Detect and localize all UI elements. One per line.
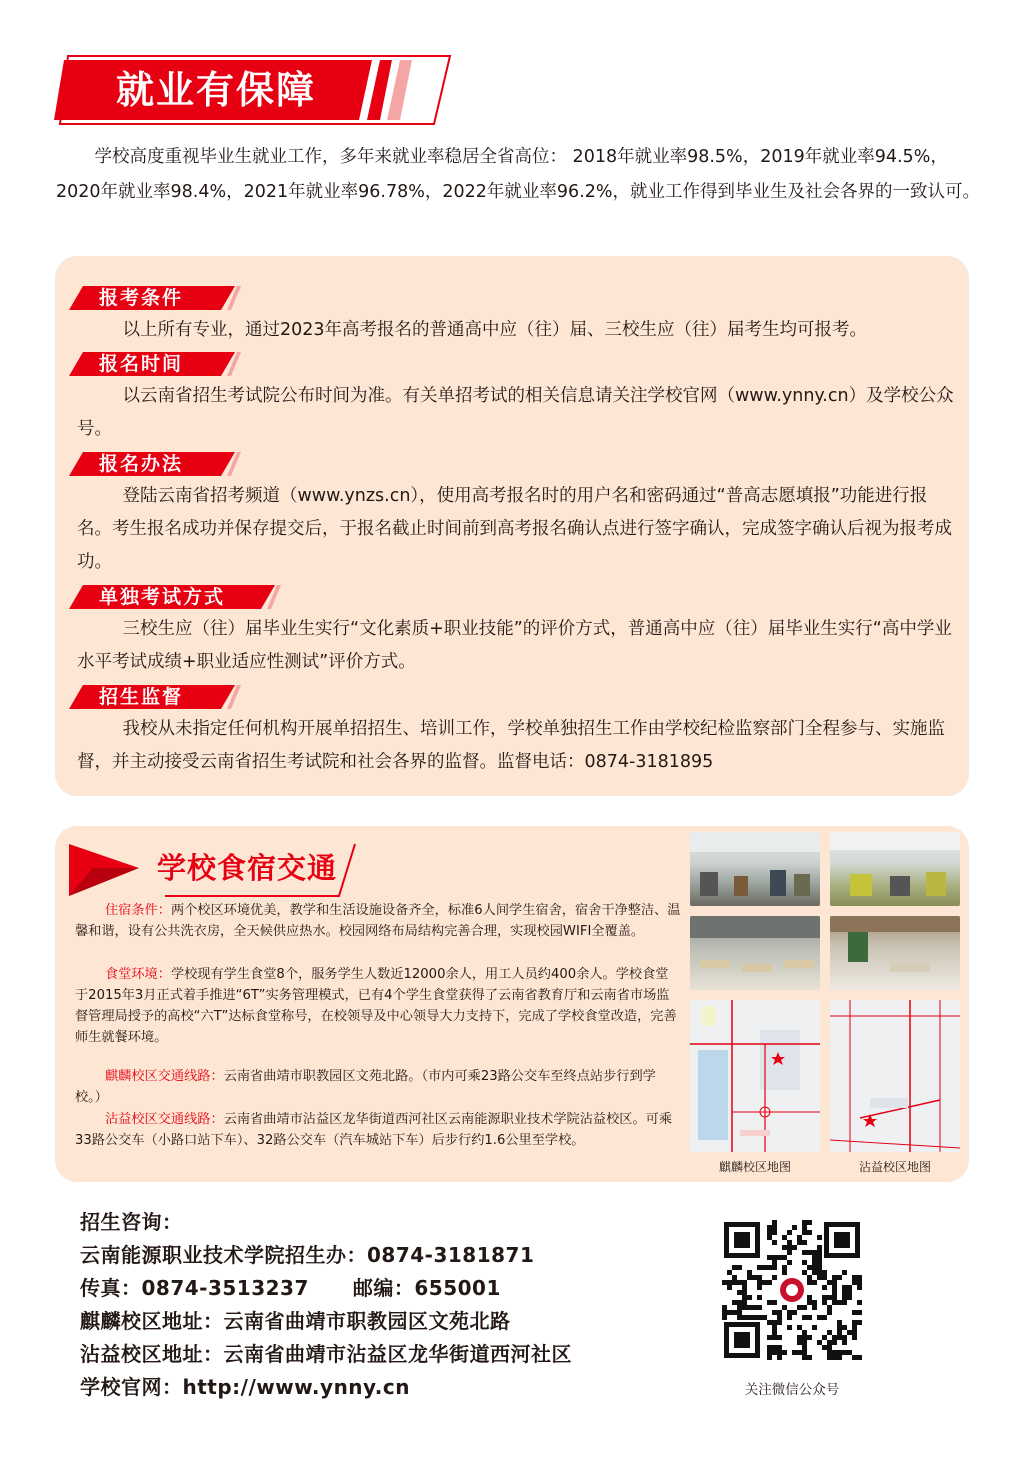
qr-module: [842, 1335, 847, 1340]
qr-module: [817, 1250, 822, 1255]
qr-module: [782, 1255, 787, 1260]
qr-module: [772, 1335, 777, 1340]
qr-module: [772, 1300, 777, 1305]
qr-module: [827, 1330, 832, 1335]
qr-module: [812, 1260, 817, 1265]
qr-module: [797, 1340, 802, 1345]
qr-module: [832, 1335, 837, 1340]
qr-module: [757, 1295, 762, 1300]
qr-module: [822, 1270, 827, 1275]
qilin-map-caption: 麒麟校区地图: [718, 1160, 791, 1174]
qr-module: [802, 1240, 807, 1245]
qr-module: [757, 1265, 762, 1270]
qr-module: [737, 1315, 742, 1320]
qr-module: [792, 1350, 797, 1355]
qr-module: [827, 1280, 832, 1285]
qr-module: [802, 1345, 807, 1350]
qr-module: [817, 1265, 822, 1270]
qr-module: [737, 1300, 742, 1305]
qr-module: [847, 1350, 852, 1355]
qr-module: [802, 1315, 807, 1320]
qr-module: [817, 1255, 822, 1260]
qr-module: [767, 1335, 772, 1340]
qr-module: [837, 1325, 842, 1330]
qr-module: [817, 1270, 822, 1275]
canteen-photo-3: [690, 916, 820, 990]
transport-heading: [69, 838, 389, 902]
qr-module: [802, 1305, 807, 1310]
canteen-paragraph: 食堂环境：学校现有学生食堂8个，服务学生人数近12000余人，用工人员约400余人。学校食堂于2015年3月正式着手推进“6T”实务管理模式，已有4个学生食堂获得了云南省教育厅和云南省市场监督管理局授予的高校“六T”达标食堂称号，在校领导及中心领导大力支持下，完成了学校食堂改造，完善师生就餐环境。: [75, 967, 677, 1045]
qr-module: [827, 1305, 832, 1310]
contact-zhanyi-address: 沾益校区地址：云南省曲靖市沾益区龙华街道西河社区: [80, 1342, 572, 1366]
qr-module: [847, 1295, 852, 1300]
qr-module: [772, 1325, 777, 1330]
qr-module: [742, 1285, 747, 1290]
title-banner: [54, 52, 458, 128]
qr-module: [747, 1305, 752, 1310]
qr-module: [842, 1290, 847, 1295]
contact-heading: 招生咨询：: [80, 1210, 183, 1234]
qr-module: [757, 1275, 762, 1280]
contact-fax-zip: [80, 1272, 501, 1301]
qr-module: [737, 1265, 742, 1270]
qr-module: [797, 1235, 802, 1240]
qr-module: [727, 1310, 732, 1315]
section-body-time: 以云南省招生考试院公布时间为准。有关单招考试的相关信息请关注学校官网（www.ynny.cn）及学校公众号。: [77, 386, 954, 439]
contact-office: 云南能源职业技术学院招生办：0874-3181871: [80, 1243, 535, 1267]
qr-module: [752, 1305, 757, 1310]
qr-module: [742, 1315, 747, 1320]
canteen-photo-1: [690, 832, 820, 906]
section-body-method: 登陆云南省招考频道（www.ynzs.cn），使用高考报名时的用户名和密码通过“普高志愿填报”功能进行报名。考生报名成功并保存提交后，于报名截止时间前到高考报名确认点进行签字确认，完成签字确认后视为报考成功。: [77, 486, 952, 572]
qr-module: [767, 1280, 772, 1285]
qr-code-icon: [716, 1214, 868, 1366]
qr-module: [842, 1300, 847, 1305]
qr-module: [732, 1275, 737, 1280]
qr-module: [772, 1330, 777, 1335]
qr-module: [812, 1300, 817, 1305]
qr-module: [822, 1295, 827, 1300]
qr-module: [802, 1355, 807, 1360]
qr-module: [817, 1245, 822, 1250]
qr-module: [777, 1345, 782, 1350]
page-title: 就业有保障: [115, 68, 316, 112]
qr-module: [842, 1340, 847, 1345]
qr-module: [732, 1300, 737, 1305]
qr-module: [792, 1225, 797, 1230]
wechat-qr-code: [716, 1214, 868, 1366]
qr-module: [807, 1275, 812, 1280]
qr-module: [752, 1275, 757, 1280]
qr-module: [817, 1340, 822, 1345]
qr-module: [852, 1335, 857, 1340]
contact-website: 学校官网：http://www.ynny.cn: [80, 1375, 410, 1399]
qr-module: [842, 1325, 847, 1330]
section-body-supervision: 我校从未指定任何机构开展单招招生、培训工作，学校单独招生工作由学校纪检监察部门全程参与、实施监督，并主动接受云南省招生考试院和社会各界的监督。监督电话：0874-3181895: [77, 719, 945, 772]
qr-module: [782, 1305, 787, 1310]
qr-module: [812, 1280, 817, 1285]
qr-module: [722, 1315, 727, 1320]
qr-module: [817, 1260, 822, 1265]
qr-module: [852, 1275, 857, 1280]
qr-module: [772, 1350, 777, 1355]
transport-title: 学校食宿交通: [157, 851, 338, 885]
qr-module: [857, 1320, 862, 1325]
qr-module: [722, 1310, 727, 1315]
qr-module: [812, 1305, 817, 1310]
qr-module: [762, 1315, 767, 1320]
qr-module: [767, 1255, 772, 1260]
qr-module: [802, 1270, 807, 1275]
qr-module: [722, 1305, 727, 1310]
qr-module: [832, 1355, 837, 1360]
qr-module: [767, 1355, 772, 1360]
qr-module: [757, 1305, 762, 1310]
qr-module: [822, 1275, 827, 1280]
qr-module: [772, 1240, 777, 1245]
qr-module: [752, 1315, 757, 1320]
qr-module: [802, 1340, 807, 1345]
qr-module: [807, 1250, 812, 1255]
contact-qilin-address: 麒麟校区地址：云南省曲靖市职教园区文苑北路: [80, 1309, 511, 1333]
qr-module: [732, 1310, 737, 1315]
qr-module: [852, 1280, 857, 1285]
qilin-route-paragraph: 麒麟校区交通线路：云南省曲靖市职教园区文苑北路。（市内可乘23路公交车至终点站步行到学校。）: [75, 1069, 656, 1105]
qr-module: [782, 1235, 787, 1240]
qr-module: [832, 1300, 837, 1305]
section-heading-exam: 单独考试方式: [69, 583, 294, 611]
qr-module: [762, 1280, 767, 1285]
qr-module: [827, 1355, 832, 1360]
qr-module: [807, 1265, 812, 1270]
qr-module: [802, 1230, 807, 1235]
qr-module: [797, 1335, 802, 1340]
qr-module: [852, 1325, 857, 1330]
qr-module: [857, 1310, 862, 1315]
qr-module: [757, 1315, 762, 1320]
qr-module: [767, 1225, 772, 1230]
qr-module: [802, 1260, 807, 1265]
qr-module: [827, 1310, 832, 1315]
qr-module: [802, 1225, 807, 1230]
qr-module: [847, 1290, 852, 1295]
qr-module: [857, 1280, 862, 1285]
qr-module: [772, 1275, 777, 1280]
qr-module: [757, 1285, 762, 1290]
qr-module: [772, 1310, 777, 1315]
qr-module: [732, 1280, 737, 1285]
qr-module: [832, 1280, 837, 1285]
canteen-photo-2: [830, 832, 960, 906]
qr-module: [777, 1320, 782, 1325]
qr-module: [787, 1230, 792, 1235]
qr-module: [827, 1340, 832, 1345]
qr-module: [747, 1270, 752, 1275]
qr-module: [797, 1325, 802, 1330]
qr-module: [742, 1290, 747, 1295]
section-heading-supervision: 招生监督: [69, 683, 249, 711]
qr-module: [852, 1310, 857, 1315]
qr-module: [777, 1350, 782, 1355]
qr-module: [857, 1355, 862, 1360]
qr-module: [767, 1320, 772, 1325]
qr-module: [792, 1245, 797, 1250]
qr-module: [737, 1305, 742, 1310]
qr-module: [782, 1350, 787, 1355]
zhanyi-route-paragraph: 沾益校区交通线路：云南省曲靖市沾益区龙华街道西河社区云南能源职业技术学院沾益校区。可乘33路公交车（小路口站下车）、32路公交车（汽车城站下车）后步行约1.6公里至学校。: [75, 1112, 673, 1148]
housing-paragraph: 住宿条件：两个校区环境优美，教学和生活设施设备齐全，标准6人间学生宿舍，宿舍干净整洁、温馨和谐，设有公共洗衣房，全天候供应热水。校园网络布局结构完善合理，实现校园WIFI全覆盖。: [75, 903, 681, 939]
qr-module: [807, 1280, 812, 1285]
transport-panel: [55, 826, 969, 1182]
qr-module: [837, 1335, 842, 1340]
admission-panel: [55, 256, 969, 796]
qr-module: [857, 1300, 862, 1305]
qr-module: [782, 1265, 787, 1270]
qr-module: [722, 1280, 727, 1285]
qr-module: [727, 1280, 732, 1285]
qr-module: [787, 1245, 792, 1250]
qr-module: [832, 1340, 837, 1345]
qr-module: [857, 1285, 862, 1290]
qr-module: [832, 1285, 837, 1290]
qr-module: [772, 1345, 777, 1350]
qr-module: [812, 1255, 817, 1260]
qr-module: [807, 1295, 812, 1300]
qr-module: [787, 1315, 792, 1320]
qr-module: [742, 1305, 747, 1310]
qr-module: [742, 1280, 747, 1285]
section-body-exam: 三校生应（往）届毕业生实行“文化素质+职业技能”的评价方式，普通高中应（往）届毕业生实行“高中学业水平考试成绩+职业适应性测试”评价方式。: [77, 619, 952, 672]
qr-module: [782, 1270, 787, 1275]
employment-intro: 学校高度重视毕业生就业工作，多年来就业率稳居全省高位： 2018年就业率98.5%，2019年就业率94.5%，2020年就业率98.4%，2021年就业率96.78%，2022年就业率96.2%，就业工作得到毕业生及社会各界的一致认可。: [56, 147, 981, 202]
qr-module: [852, 1355, 857, 1360]
qr-module: [742, 1300, 747, 1305]
qr-module: [732, 1265, 737, 1270]
qr-module: [847, 1285, 852, 1290]
qr-module: [842, 1285, 847, 1290]
qr-module: [767, 1300, 772, 1305]
qr-module: [787, 1240, 792, 1245]
qr-module: [767, 1230, 772, 1235]
qr-module: [832, 1275, 837, 1280]
qr-module: [827, 1350, 832, 1355]
qr-module: [807, 1315, 812, 1320]
qr-module: [812, 1250, 817, 1255]
qr-module: [737, 1310, 742, 1315]
qr-module: [852, 1320, 857, 1325]
qr-module: [817, 1275, 822, 1280]
qr-module: [832, 1295, 837, 1300]
zhanyi-map-caption: 沾益校区地图: [858, 1160, 931, 1174]
qr-module: [757, 1280, 762, 1285]
qr-module: [742, 1295, 747, 1300]
qilin-campus-map: [690, 1000, 820, 1152]
qr-module: [827, 1295, 832, 1300]
qr-module: [767, 1350, 772, 1355]
qr-module: [772, 1225, 777, 1230]
qr-module: [777, 1335, 782, 1340]
qr-module: [777, 1355, 782, 1360]
qr-module: [812, 1265, 817, 1270]
qr-module: [802, 1335, 807, 1340]
qr-module: [807, 1300, 812, 1305]
qr-module: [737, 1290, 742, 1295]
qr-module: [777, 1310, 782, 1315]
qr-module: [772, 1220, 777, 1225]
qr-module: [797, 1350, 802, 1355]
qr-module: [837, 1320, 842, 1325]
qr-module: [782, 1245, 787, 1250]
qr-module: [822, 1345, 827, 1350]
qr-module: [807, 1230, 812, 1235]
zhanyi-campus-map: [830, 1000, 960, 1152]
qr-module: [807, 1220, 812, 1225]
contact-fax: 传真：0874-3513237: [80, 1276, 309, 1300]
qr-module: [807, 1335, 812, 1340]
qr-module: [837, 1355, 842, 1360]
qr-module: [747, 1275, 752, 1280]
qr-module: [772, 1260, 777, 1265]
qr-module: [772, 1255, 777, 1260]
qr-module: [812, 1325, 817, 1330]
qr-module: [797, 1305, 802, 1310]
qr-module: [822, 1285, 827, 1290]
qr-module: [842, 1295, 847, 1300]
section-heading-time: 报名时间: [69, 350, 249, 378]
qr-module: [787, 1250, 792, 1255]
qr-module: [772, 1230, 777, 1235]
qr-module: [817, 1315, 822, 1320]
qr-module: [857, 1275, 862, 1280]
qr-module: [807, 1355, 812, 1360]
qr-module: [767, 1345, 772, 1350]
qr-module: [837, 1275, 842, 1280]
qr-module: [727, 1285, 732, 1290]
qr-module: [747, 1295, 752, 1300]
qr-module: [777, 1255, 782, 1260]
qr-module: [747, 1315, 752, 1320]
qr-module: [817, 1235, 822, 1240]
qr-module: [802, 1250, 807, 1255]
qr-module: [832, 1290, 837, 1295]
qr-module: [842, 1270, 847, 1275]
qr-module: [847, 1330, 852, 1335]
qr-module: [852, 1330, 857, 1335]
section-heading-method: 报名办法: [69, 450, 249, 478]
qr-module: [797, 1240, 802, 1245]
qr-module: [762, 1265, 767, 1270]
qr-module: [727, 1270, 732, 1275]
qr-module: [772, 1320, 777, 1325]
qr-module: [827, 1345, 832, 1350]
qr-module: [802, 1220, 807, 1225]
qr-module: [812, 1270, 817, 1275]
qr-module: [802, 1350, 807, 1355]
qr-module: [832, 1350, 837, 1355]
qr-module: [842, 1350, 847, 1355]
qr-module: [837, 1300, 842, 1305]
qr-module: [772, 1265, 777, 1270]
qr-module: [787, 1310, 792, 1315]
qr-module: [787, 1260, 792, 1265]
qr-module: [767, 1265, 772, 1270]
qr-module: [792, 1310, 797, 1315]
qr-caption: 关注微信公众号: [744, 1382, 840, 1398]
qr-module: [737, 1280, 742, 1285]
canteen-photo-4: [830, 916, 960, 990]
section-body-requirements: 以上所有专业，通过2023年高考报名的普通高中应（往）届、三校生应（往）届考生均可报考。: [122, 320, 868, 340]
qr-module: [822, 1300, 827, 1305]
qr-module: [822, 1315, 827, 1320]
qr-module: [787, 1325, 792, 1330]
qr-module: [837, 1330, 842, 1335]
qr-module: [802, 1330, 807, 1335]
qr-module: [837, 1350, 842, 1355]
contact-zip: 邮编：655001: [352, 1276, 501, 1300]
qr-module: [767, 1235, 772, 1240]
qr-module: [822, 1335, 827, 1340]
qr-module: [777, 1315, 782, 1320]
section-heading-requirements: 报考条件: [69, 284, 249, 312]
